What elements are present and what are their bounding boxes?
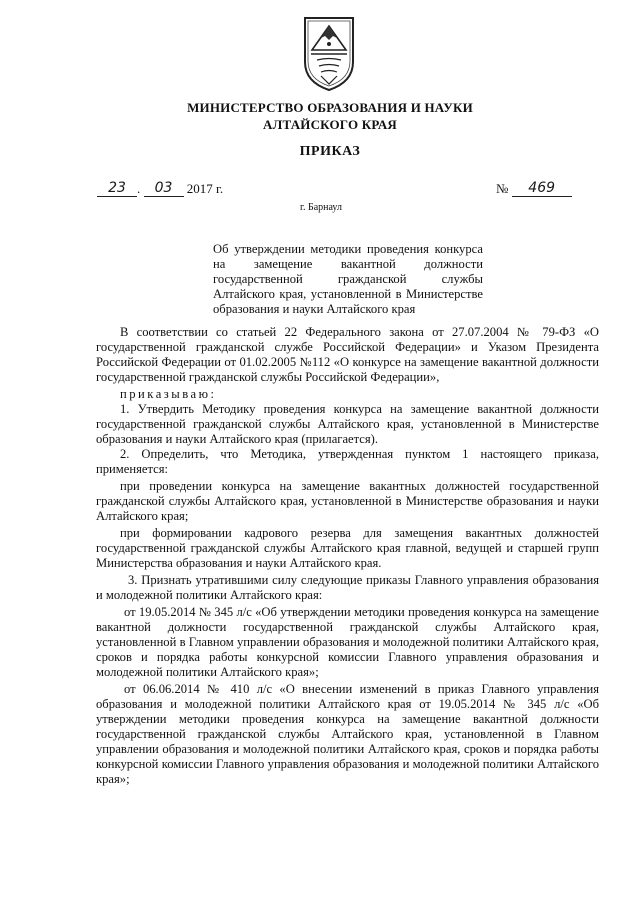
date-year: 2017 г.	[186, 181, 224, 196]
order-date: 23 . 03 2017 г.	[97, 181, 223, 197]
item-2-a: при проведении конкурса на замещение вакантных должностей государственной гражданской службы Алтайского края, установленной в Министерстве образования и науки Алтайского края;	[96, 479, 599, 523]
ministry-name-line1: МИНИСТЕРСТВО ОБРАЗОВАНИЯ И НАУКИ	[187, 100, 473, 115]
number-value: 469	[512, 181, 572, 197]
order-word: приказываю:	[120, 387, 217, 401]
city: г. Барнаул	[300, 202, 342, 213]
document-type-title: ПРИКАЗ	[299, 144, 361, 159]
date-day: 23	[97, 181, 137, 197]
item-2: 2. Определить, что Методика, утвержденная пунктом 1 настоящего приказа, применяется:	[96, 447, 599, 476]
item-3-b: от 06.06.2014 № 410 л/с «О внесении изменений в приказ Главного управления образования и молодежной политики Алтайского края от 19.05.2014 № 345 л/с «Об утверждении методики проведения конкурса на замещение вакантной должности государственной гражданской службы Алтайского края, установленной в Главном управлении образования и молодежной политики Алтайского края, сроков и порядка работы конкурсной комиссии Главного управления образования и молодежной политики Алтайского края»;	[96, 682, 599, 786]
order-subject: Об утверждении методики проведения конкурса на замещение вакантной должности государственной гражданской службы Алтайского края, установленной в Министерстве образования и науки Алтайского края	[213, 242, 483, 316]
item-3-a: от 19.05.2014 № 345 л/с «Об утверждении методики проведения конкурса на замещение вакантной должности государственной гражданской службы Алтайского края, установленной в Главном управлении образования и молодежной политики Алтайского края, сроков и порядка работы конкурсной комиссии Главного управления образования и молодежной политики Алтайского края»;	[96, 605, 599, 679]
order-number	[496, 181, 572, 197]
item-3: 3. Признать утратившими силу следующие приказы Главного управления образования и молодежной политики Алтайского края:	[96, 573, 599, 602]
ministry-name-line2: АЛТАЙСКОГО КРАЯ	[263, 117, 397, 132]
item-2-b: при формировании кадрового резерва для замещения вакантных должностей государственной гражданской службы Алтайского края главной, ведущей и старшей групп Министерства образования и науки Алтайского края.	[96, 526, 599, 570]
coat-of-arms-icon	[299, 14, 359, 94]
preamble: В соответствии со статьей 22 Федерального закона от 27.07.2004 № 79-ФЗ «О государственной гражданской службе Российской Федерации» и Указом Президента Российской Федерации от 01.02.2005 №112 «О конкурсе на замещение вакантной должности государственной гражданской службы Российской Федерации»,	[96, 325, 599, 384]
item-1: 1. Утвердить Методику проведения конкурса на замещение вакантной должности государственной гражданской службы Алтайского края, установленной в Министерстве образования и науки Алтайского края (прилагается).	[96, 402, 599, 446]
number-prefix: №	[496, 181, 509, 196]
date-month: 03	[144, 181, 184, 197]
order-body	[96, 325, 599, 787]
